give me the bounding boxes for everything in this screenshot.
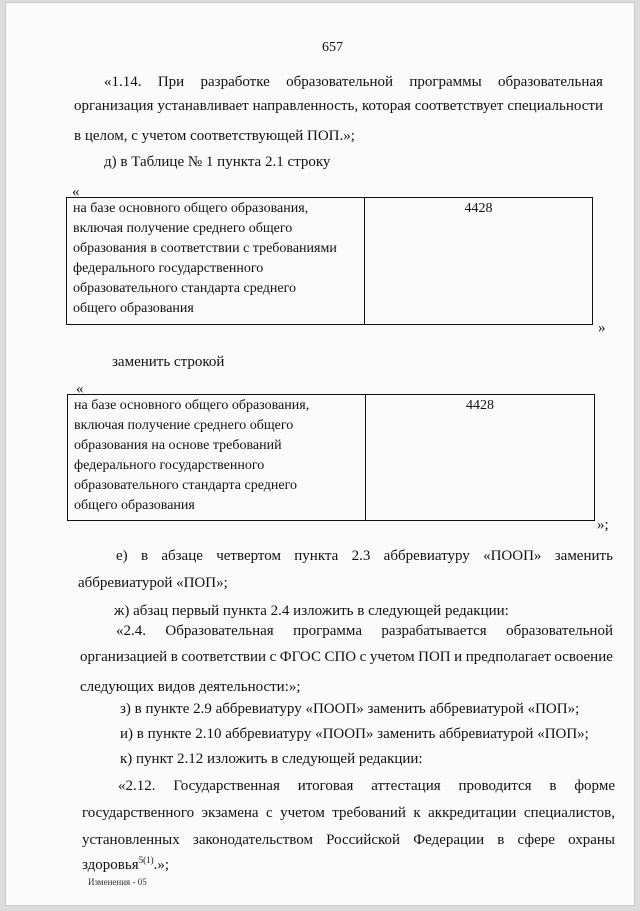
word: аккредитации (428, 805, 517, 821)
word: организацией (80, 649, 168, 665)
table-old-text-cell (67, 198, 365, 325)
table-new-line: включая получение среднего общего (74, 418, 294, 433)
page-number: 657 (322, 40, 343, 55)
word: программа (293, 623, 362, 639)
table-new-line: образовательного стандарта среднего (74, 478, 297, 493)
word: заменить (554, 548, 613, 564)
quote-close-semicolon: »; (597, 517, 609, 533)
word: соответствии (181, 649, 267, 665)
word: специальности (507, 98, 603, 114)
footnote-marker: 5(1) (138, 855, 154, 865)
word: направленность, (252, 98, 359, 114)
word: учетом (280, 805, 325, 821)
table-new-line: на базе основного общего образования, (74, 398, 310, 413)
item-zh: ж) абзац первый пункта 2.4 изложить в следующей редакции: (114, 603, 509, 619)
word: в (549, 778, 557, 794)
para-2-12-line-4-text: здоровья (82, 857, 139, 873)
document-page (6, 3, 634, 905)
item-i: и) в пункте 2.10 аббревиатуру «ПООП» заменить аббревиатурой «ПОП»; (120, 726, 589, 742)
table-new-line: федерального государственного (74, 458, 265, 473)
item-e-line-2: аббревиатурой «ПОП»; (78, 575, 228, 591)
table-old-value-cell: 4428 (365, 198, 593, 325)
word: соответствует (414, 98, 504, 114)
word: проводится (458, 778, 532, 794)
word: с (269, 649, 277, 665)
word: с (359, 649, 367, 665)
word: Государственная (173, 778, 280, 794)
item-k: к) пункт 2.12 изложить в следующей редакции: (120, 751, 423, 767)
word: образовательная (498, 74, 603, 90)
word: итоговая (297, 778, 354, 794)
word: требований (332, 805, 406, 821)
word: «2.12. (118, 778, 156, 794)
table-old-row (66, 197, 593, 325)
replace-with: заменить строкой (112, 354, 225, 370)
para-2-4-line-1 (116, 622, 613, 640)
word: образовательной (506, 623, 613, 639)
table-old-line: общего образования (73, 301, 194, 316)
word: аббревиатуру (383, 548, 470, 564)
item-z: з) в пункте 2.9 аббревиатуру «ПООП» заменить аббревиатурой «ПОП»; (120, 701, 580, 717)
word: сфере (517, 832, 555, 848)
word: форме (574, 778, 615, 794)
word: При (157, 74, 185, 90)
table-new-value-cell: 4428 (366, 395, 595, 521)
table-old-line: образования в соответствии с требованиями (73, 241, 337, 256)
para-2-12-line-2 (82, 804, 615, 822)
word: организация (74, 98, 154, 114)
para-2-12-line-4 (82, 856, 169, 874)
item-e-line-1 (116, 547, 613, 565)
word: с (265, 805, 273, 821)
quote-close-1: » (598, 320, 606, 336)
word: установленных (82, 832, 180, 848)
quote-open-2: « (76, 381, 84, 397)
para-2-4-line-3: следующих видов деятельности:»; (80, 679, 301, 695)
para-1-14-line-1 (104, 73, 603, 91)
word: пункта (294, 548, 339, 564)
para-2-4-line-2 (80, 648, 613, 666)
word: к (413, 805, 421, 821)
word: Федерации (413, 832, 485, 848)
table-old-line: образовательного стандарта среднего (73, 281, 296, 296)
table-new-line: образования на основе требований (74, 438, 282, 453)
word: «ПООП» (483, 548, 542, 564)
word: образовательной (286, 74, 393, 90)
word: программы (409, 74, 482, 90)
word: в (497, 832, 505, 848)
word: Образовательная (165, 623, 274, 639)
word: предполагает (465, 649, 551, 665)
word: абзаце (161, 548, 203, 564)
word: учетом (369, 649, 415, 665)
para-2-12-line-4-end: .»; (153, 857, 170, 873)
para-2-12-line-3 (82, 831, 615, 849)
word: «2.4. (116, 623, 146, 639)
word: СПО (324, 649, 357, 665)
word: аттестация (371, 778, 441, 794)
table-old-line: включая получение среднего общего (73, 221, 293, 236)
word: 2.3 (351, 548, 371, 564)
word: разработке (200, 74, 270, 90)
word: четвертом (216, 548, 281, 564)
para-1-14-line-2 (74, 97, 603, 115)
word: которая (362, 98, 411, 114)
word: в (140, 548, 149, 564)
word: ФГОС (279, 649, 321, 665)
word: устанавливает (157, 98, 249, 114)
word: специалистов, (523, 805, 615, 821)
table-old-line: на базе основного общего образования, (73, 201, 309, 216)
word: государственного (82, 805, 195, 821)
quote-open-1: « (72, 184, 80, 200)
word: в (170, 649, 178, 665)
table-new-text-cell (68, 395, 366, 521)
word: «1.14. (104, 74, 142, 90)
word: экзамена (201, 805, 259, 821)
word: законодательством (192, 832, 313, 848)
para-2-12-line-1 (118, 777, 615, 795)
word: и (454, 649, 463, 665)
word: е) (116, 548, 128, 564)
word: охраны (568, 832, 615, 848)
word: ПОП (418, 649, 451, 665)
word: Российской (326, 832, 401, 848)
table-new-line: общего образования (74, 498, 195, 513)
footer-label: Изменения - 05 (88, 877, 147, 887)
word: освоение (554, 649, 613, 665)
item-d: д) в Таблице № 1 пункта 2.1 строку (104, 154, 331, 170)
word: разрабатывается (381, 623, 487, 639)
table-new-row (67, 394, 595, 521)
table-old-line: федерального государственного (73, 261, 264, 276)
para-1-14-line-3: в целом, с учетом соответствующей ПОП.»; (74, 128, 355, 144)
